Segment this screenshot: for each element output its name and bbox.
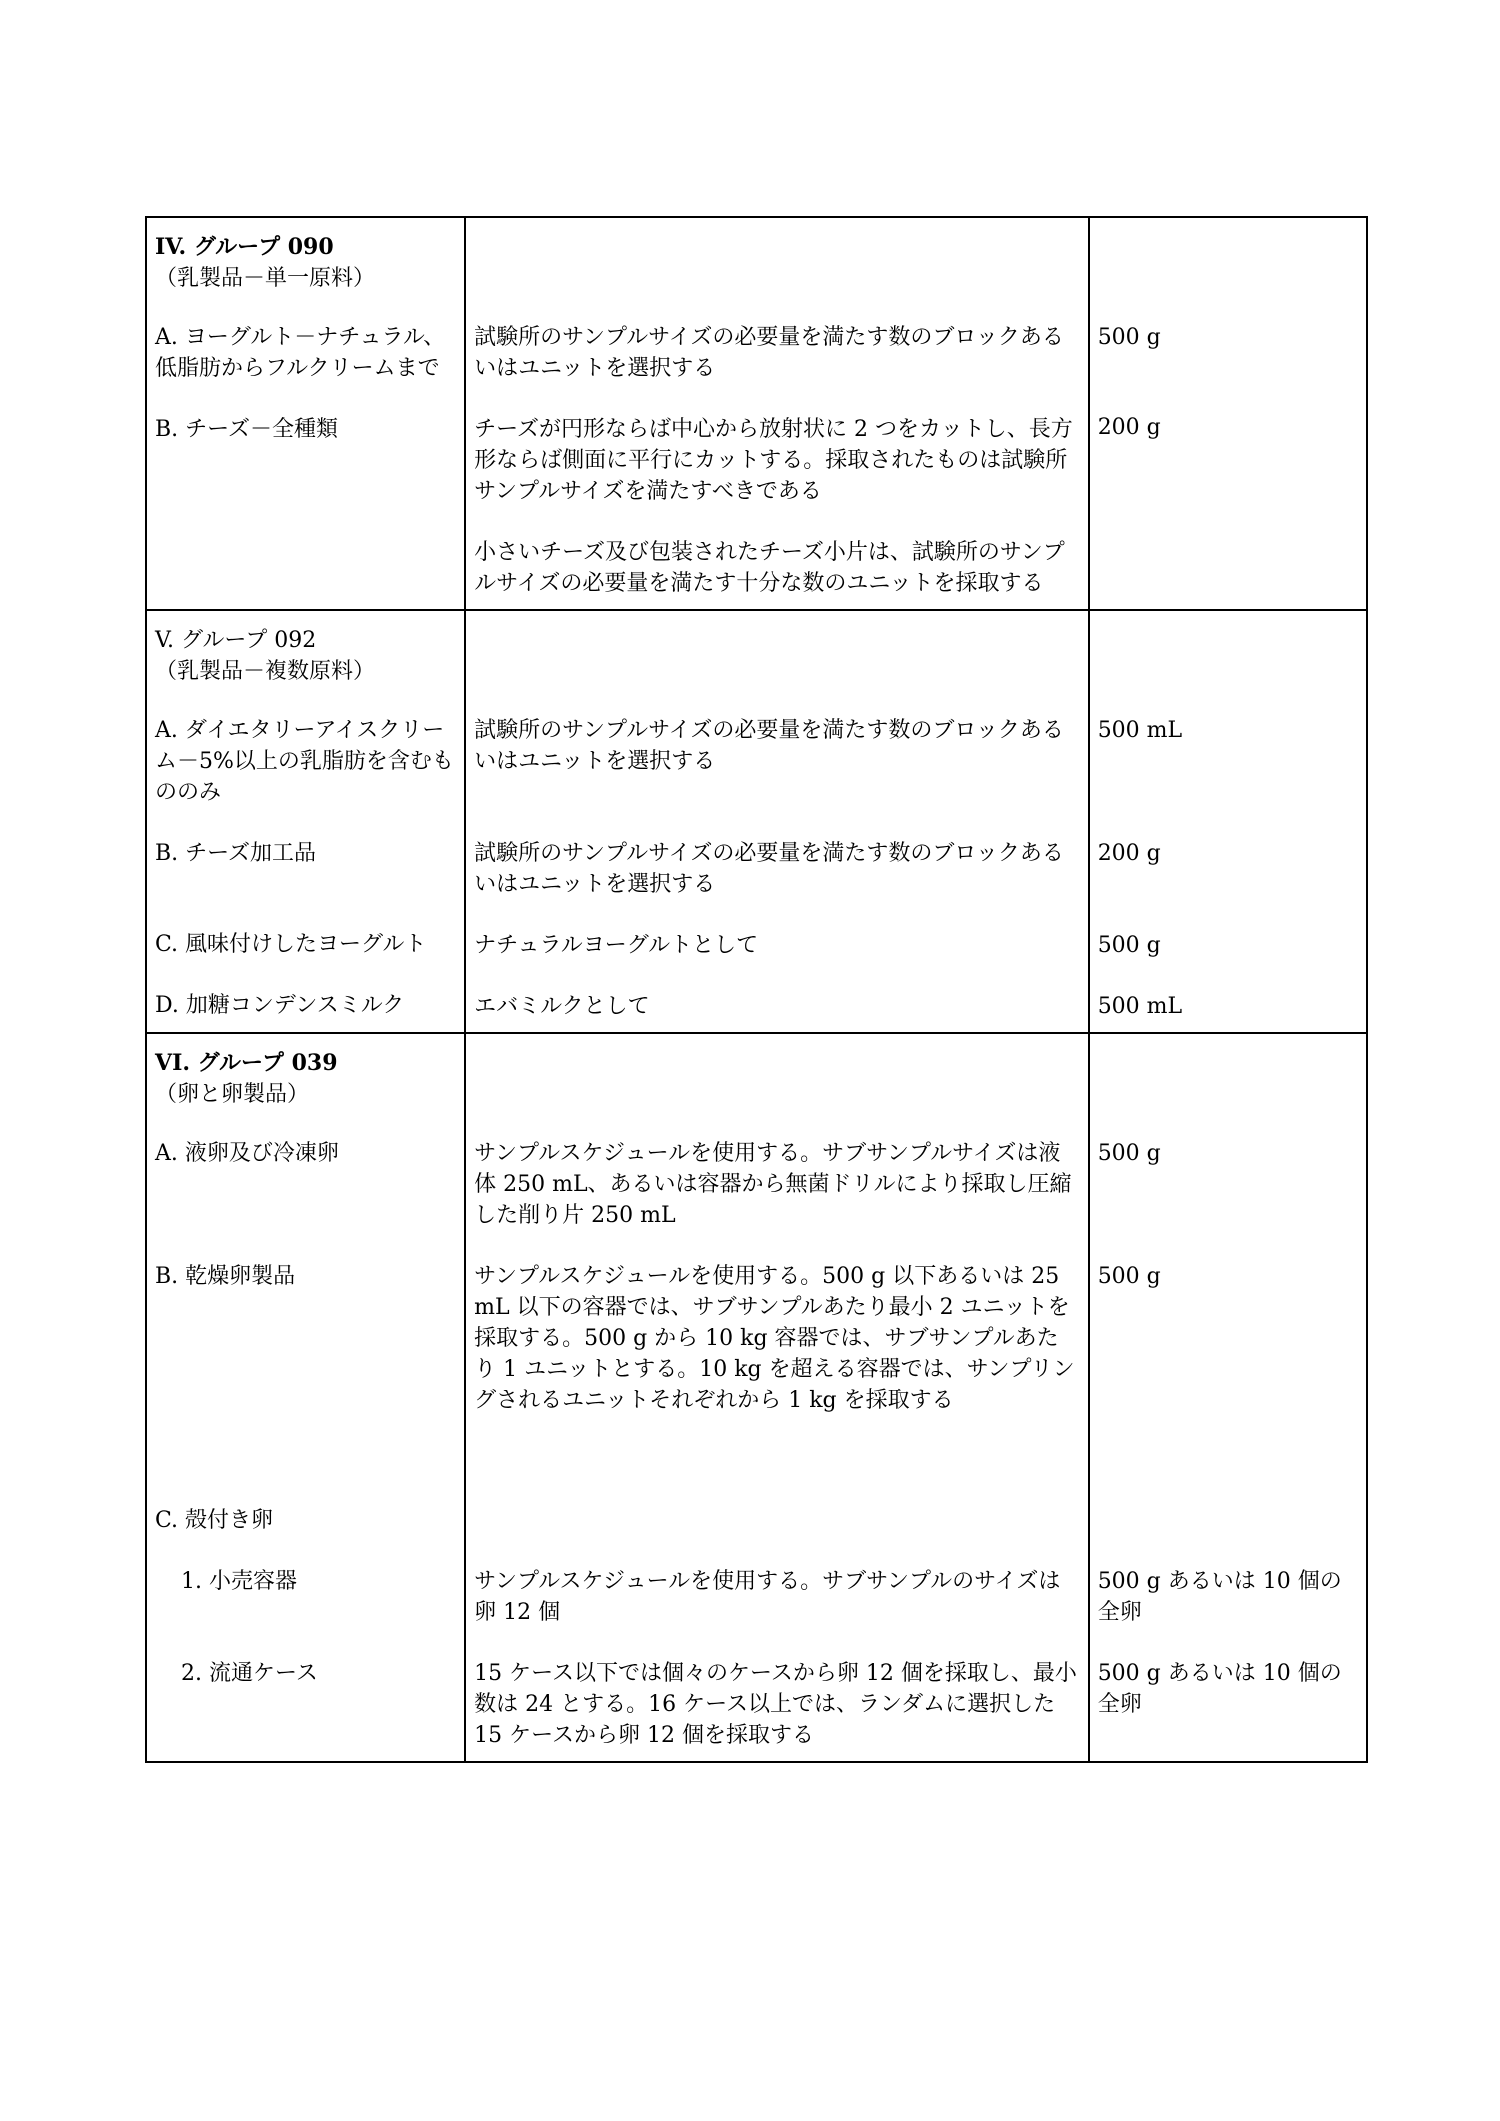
section-subtitle: （卵と卵製品）	[155, 1082, 310, 1107]
item-name: C. 殻付き卵	[155, 1508, 274, 1533]
item-size: 200 g	[1097, 415, 1161, 440]
item-name: B. チーズ加工品	[155, 841, 317, 866]
item-method: 試験所のサンプルサイズの必要量を満たす数のブロックあるいはユニットを選択する	[474, 325, 1064, 381]
section-title: VI. グループ 039	[155, 1050, 338, 1076]
item-method: 小さいチーズ及び包装されたチーズ小片は、試験所のサンプルサイズの必要量を満たす十分な数のユニットを採取する	[474, 540, 1065, 596]
item-name: D. 加糖コンデンスミルク	[155, 993, 405, 1018]
item-size: 500 g	[1097, 933, 1161, 958]
item-method: 試験所のサンプルサイズの必要量を満たす数のブロックあるいはユニットを選択する	[474, 718, 1064, 774]
item-method: エバミルクとして	[474, 994, 650, 1019]
item-name: A. ダイエタリーアイスクリーム－5%以上の乳脂肪を含むもののみ	[155, 718, 454, 805]
item-name: C. 風味付けしたヨーグルト	[155, 932, 427, 957]
item-size: 500 g	[1097, 1141, 1161, 1166]
table-row	[146, 1033, 1367, 1762]
table-row	[146, 610, 1367, 1033]
item-size: 500 g	[1097, 325, 1161, 350]
method-cell	[465, 217, 1089, 610]
table-row	[146, 217, 1367, 610]
section-subtitle: （乳製品－単一原料）	[155, 266, 376, 291]
item-method: ナチュラルヨーグルトとして	[474, 933, 759, 958]
category-cell	[146, 1033, 465, 1762]
size-cell	[1089, 1033, 1367, 1762]
item-name: B. チーズ－全種類	[155, 417, 339, 442]
item-name: B. 乾燥卵製品	[155, 1264, 296, 1289]
section-subtitle: （乳製品－複数原料）	[155, 659, 376, 684]
item-size: 500 mL	[1097, 718, 1183, 743]
item-size: 500 mL	[1097, 994, 1183, 1019]
item-size: 500 g あるいは 10 個の全卵	[1097, 1661, 1342, 1717]
item-method: チーズが円形ならば中心から放射状に 2 つをカットし、長方形ならば側面に平行にカットする。採取されたものは試験所サンプルサイズを満たすべきである	[474, 417, 1073, 504]
sampling-table	[145, 216, 1368, 1763]
item-method: 試験所のサンプルサイズの必要量を満たす数のブロックあるいはユニットを選択する	[474, 841, 1064, 897]
method-cell	[465, 1033, 1089, 1762]
item-name: 1. 小売容器	[181, 1569, 297, 1594]
item-size: 200 g	[1097, 841, 1161, 866]
item-name: A. 液卵及び冷凍卵	[155, 1141, 339, 1166]
section-title: IV. グループ 090	[155, 234, 334, 260]
section-title: V. グループ 092	[155, 628, 317, 653]
category-cell	[146, 217, 465, 610]
size-cell	[1089, 217, 1367, 610]
item-size: 500 g あるいは 10 個の全卵	[1097, 1569, 1342, 1625]
item-name: 2. 流通ケース	[181, 1661, 318, 1686]
item-method: サンプルスケジュールを使用する。サブサンプルサイズは液体 250 mL、あるいは容器から無菌ドリルにより採取し圧縮した削り片 250 mL	[474, 1141, 1072, 1228]
size-cell	[1089, 610, 1367, 1033]
item-method: サンプルスケジュールを使用する。500 g 以下あるいは 25 mL 以下の容器では、サブサンプルあたり最小 2 ユニットを採取する。500 g から 10 kg 容器では、サブサンプルあたり 1 ユニットとする。10 kg を超える容器では、サンプリングされるユニットそれぞれから 1 kg を採取する	[474, 1264, 1075, 1413]
item-size: 500 g	[1097, 1264, 1161, 1289]
method-cell	[465, 610, 1089, 1033]
item-method: サンプルスケジュールを使用する。サブサンプルのサイズは卵 12 個	[474, 1569, 1061, 1625]
item-name: A. ヨーグルト－ナチュラル、低脂肪からフルクリームまで	[155, 325, 446, 381]
item-method: 15 ケース以下では個々のケースから卵 12 個を採取し、最小数は 24 とする。16 ケース以上では、ランダムに選択した 15 ケースから卵 12 個を採取する	[474, 1661, 1077, 1748]
category-cell	[146, 610, 465, 1033]
